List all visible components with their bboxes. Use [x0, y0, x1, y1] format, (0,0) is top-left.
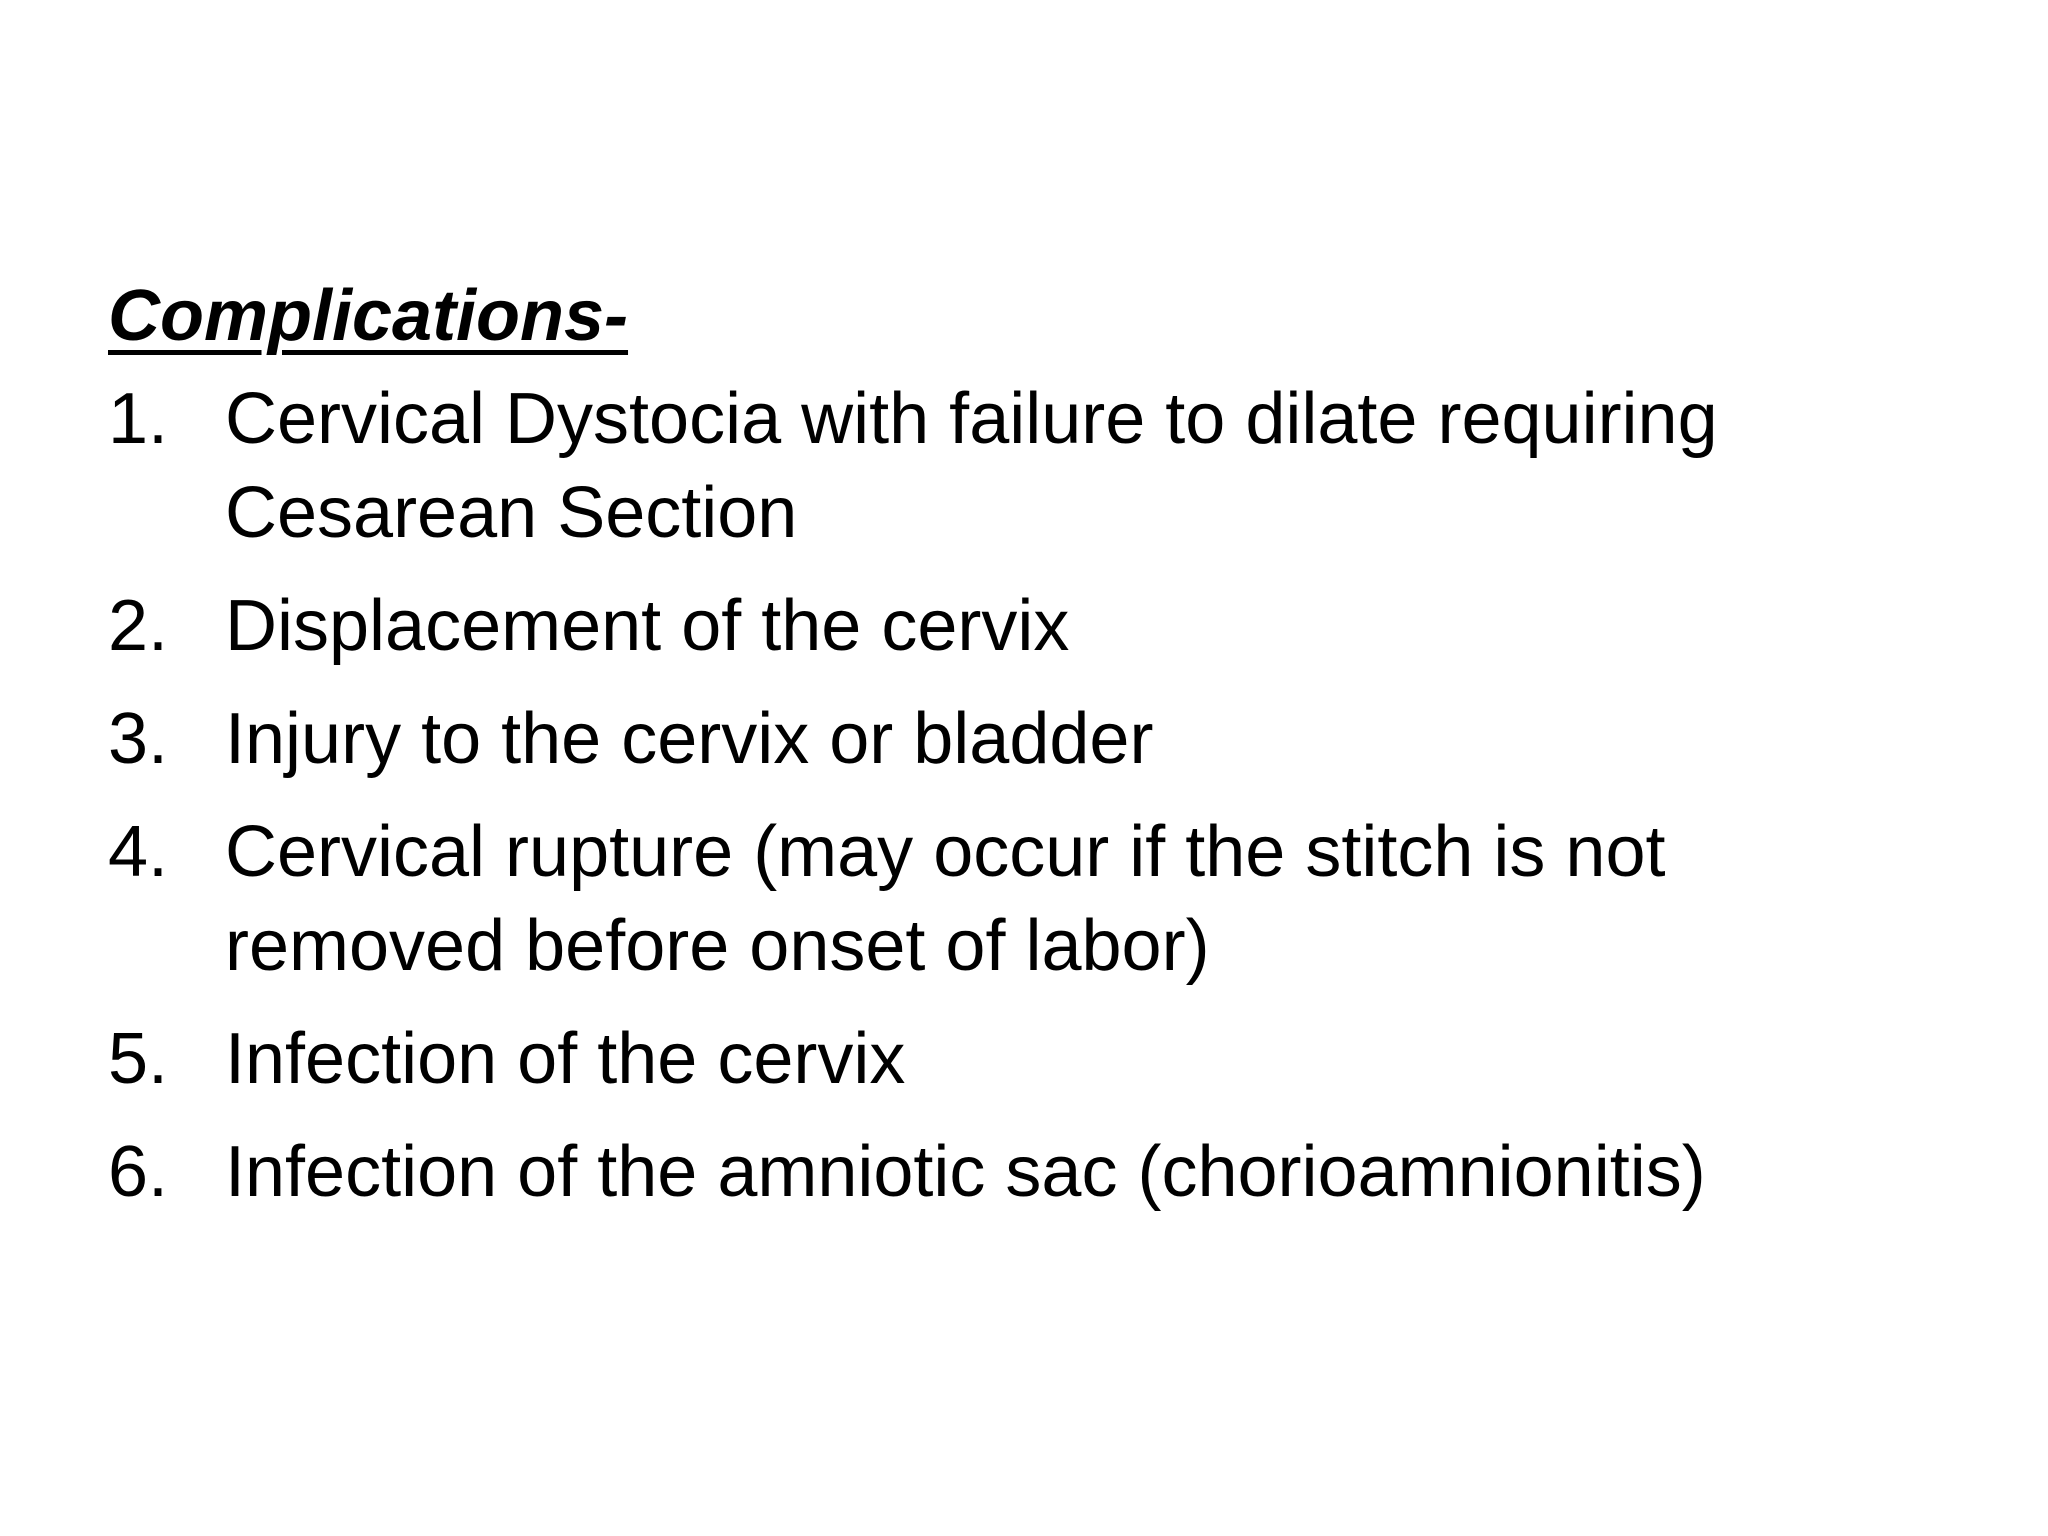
- list-item: [108, 1012, 1948, 1106]
- list-item: [108, 692, 1948, 786]
- list-item-number: 3.: [108, 699, 169, 779]
- list-item-number: 2.: [108, 586, 169, 666]
- list-item-text: Displacement of the cervix: [225, 586, 1070, 666]
- list-item-text: Infection of the cervix: [225, 1019, 906, 1099]
- list-item-number: 6.: [108, 1132, 169, 1212]
- list-item: [108, 1125, 1948, 1219]
- list-item-number: 1.: [108, 379, 169, 459]
- list-item: [108, 805, 1948, 993]
- slide-heading: Complications-: [108, 276, 629, 356]
- list-item: [108, 372, 1948, 560]
- slide-content: [108, 268, 1948, 1238]
- list-item-text-continued: removed before onset of labor): [225, 906, 1210, 986]
- list-item-number: 4.: [108, 812, 169, 892]
- list-item-text: Infection of the amniotic sac (chorioamnionitis): [225, 1132, 1706, 1212]
- list-item-text-continued: Cesarean Section: [225, 473, 798, 553]
- list-item: [108, 579, 1948, 673]
- complications-list: [108, 372, 1948, 1219]
- list-item-text: Injury to the cervix or bladder: [225, 699, 1154, 779]
- list-item-text: Cervical Dystocia with failure to dilate requiring: [225, 379, 1718, 459]
- list-item-number: 5.: [108, 1019, 169, 1099]
- list-item-text: Cervical rupture (may occur if the stitch is not: [225, 812, 1666, 892]
